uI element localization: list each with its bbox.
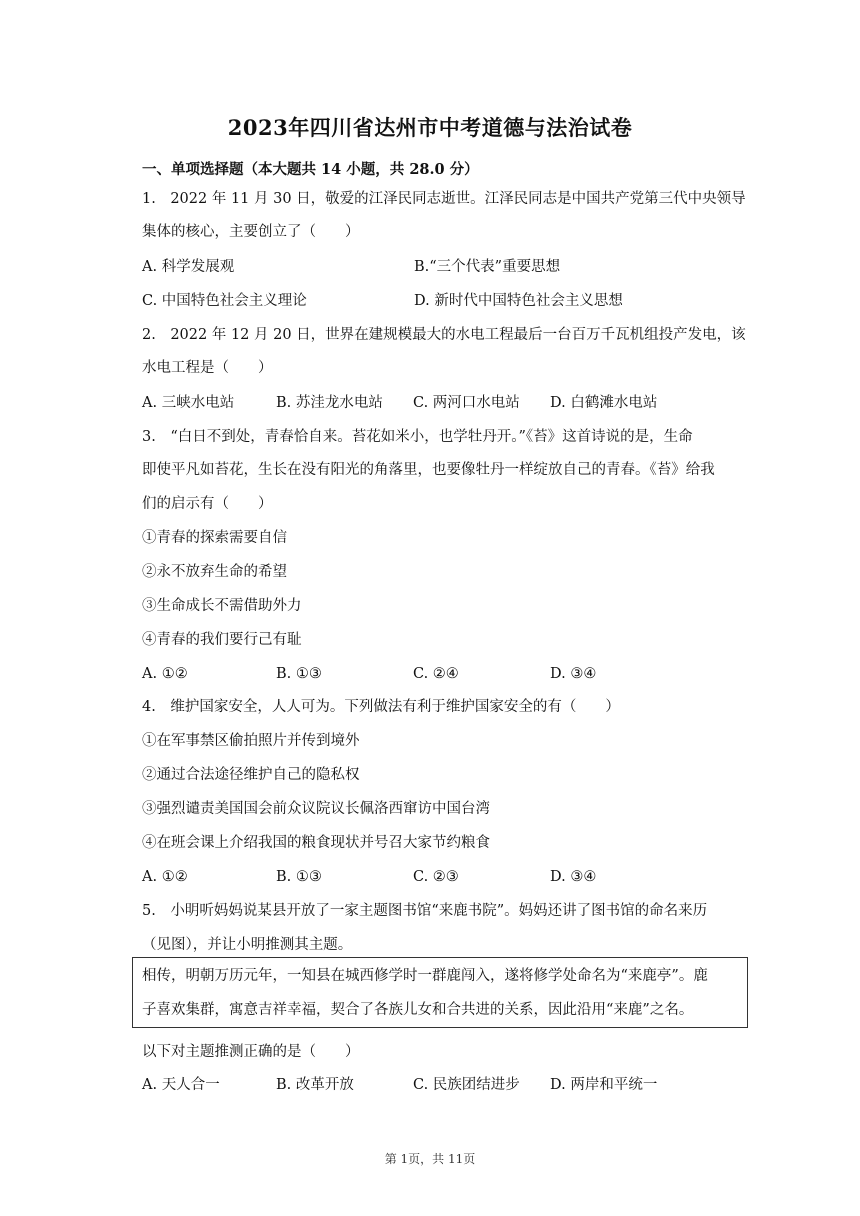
question-3-statement-4: ④青春的我们要行己有耻: [142, 632, 302, 648]
question-4-statement-3: ③强烈谴责美国国会前众议院议长佩洛西窜访中国台湾: [142, 801, 490, 817]
question-1-line-2: 集体的核心，主要创立了（ ）: [142, 224, 360, 240]
question-5-material-box: [132, 957, 748, 1028]
question-5-option-b: B. 改革开放: [276, 1077, 354, 1093]
question-1-line-1: 1. 2022 年 11 月 30 日，敬爱的江泽民同志逝世。江泽民同志是中国共产党第三代中央领导: [142, 191, 746, 207]
question-3-statement-2: ②永不放弃生命的希望: [142, 564, 287, 580]
question-4-option-c: C. ②③: [413, 869, 459, 885]
question-4-statement-2: ②通过合法途径维护自己的隐私权: [142, 767, 360, 783]
question-3-option-a: A. ①②: [142, 666, 188, 682]
question-5-line-3: 以下对主题推测正确的是（ ）: [142, 1044, 360, 1060]
question-3-line-1: 3. “白日不到处，青春恰自来。苔花如米小，也学牡丹开。”《苔》这首诗说的是，生命: [142, 429, 693, 445]
question-2-option-c: C. 两河口水电站: [413, 395, 520, 411]
question-3-option-c: C. ②④: [413, 666, 459, 682]
question-4-option-d: D. ③④: [550, 869, 597, 885]
question-2-option-d: D. 白鹤滩水电站: [550, 395, 658, 411]
material-line-2: 子喜欢集群，寓意吉祥幸福，契合了各族儿女和合共进的关系，因此沿用“来鹿”之名。: [142, 1002, 694, 1018]
question-4-statement-4: ④在班会课上介绍我国的粮食现状并号召大家节约粮食: [142, 835, 490, 851]
question-3-statement-3: ③生命成长不需借助外力: [142, 598, 302, 614]
question-5-option-d: D. 两岸和平统一: [550, 1077, 658, 1093]
section-heading: 一、单项选择题（本大题共 14 小题，共 28.0 分）: [142, 161, 479, 178]
question-3-statement-1: ①青春的探索需要自信: [142, 530, 287, 546]
question-5-line-2: （见图），并让小明推测其主题。: [142, 937, 353, 953]
question-4-line-1: 4. 维护国家安全，人人可为。下列做法有利于维护国家安全的有（ ）: [142, 699, 620, 715]
question-1-option-d: D. 新时代中国特色社会主义思想: [414, 293, 623, 309]
question-4-option-a: A. ①②: [142, 869, 188, 885]
page-footer: 第 1页，共 11页: [384, 1152, 476, 1166]
question-3-line-3: 们的启示有（ ）: [142, 496, 273, 512]
question-1-option-a: A. 科学发展观: [142, 259, 235, 275]
question-2-option-b: B. 苏洼龙水电站: [276, 395, 383, 411]
question-5-line-1: 5. 小明听妈妈说某县开放了一家主题图书馆“来鹿书院”。妈妈还讲了图书馆的命名来历: [142, 903, 708, 919]
question-2-option-a: A. 三峡水电站: [142, 395, 235, 411]
question-1-option-b: B.“三个代表”重要思想: [414, 259, 561, 275]
question-5-option-a: A. 天人合一: [142, 1077, 220, 1093]
question-1-option-c: C. 中国特色社会主义理论: [142, 293, 307, 309]
question-3-line-2: 即使平凡如苔花，生长在没有阳光的角落里，也要像牡丹一样绽放自己的青春。《苔》给我: [142, 462, 715, 478]
question-5-option-c: C. 民族团结进步: [413, 1077, 520, 1093]
question-4-option-b: B. ①③: [276, 869, 322, 885]
question-3-option-b: B. ①③: [276, 666, 322, 682]
page-title: 2023年四川省达州市中考道德与法治试卷: [227, 115, 633, 140]
question-2-line-2: 水电工程是（ ）: [142, 360, 273, 376]
question-3-option-d: D. ③④: [550, 666, 597, 682]
question-4-statement-1: ①在军事禁区偷拍照片并传到境外: [142, 733, 360, 749]
material-line-1: 相传，明朝万历元年，一知县在城西修学时一群鹿闯入，遂将修学处命名为“来鹿亭”。鹿: [142, 968, 708, 984]
question-2-line-1: 2. 2022 年 12 月 20 日，世界在建规模最大的水电工程最后一台百万千瓦机组投产发电，该: [142, 327, 746, 343]
